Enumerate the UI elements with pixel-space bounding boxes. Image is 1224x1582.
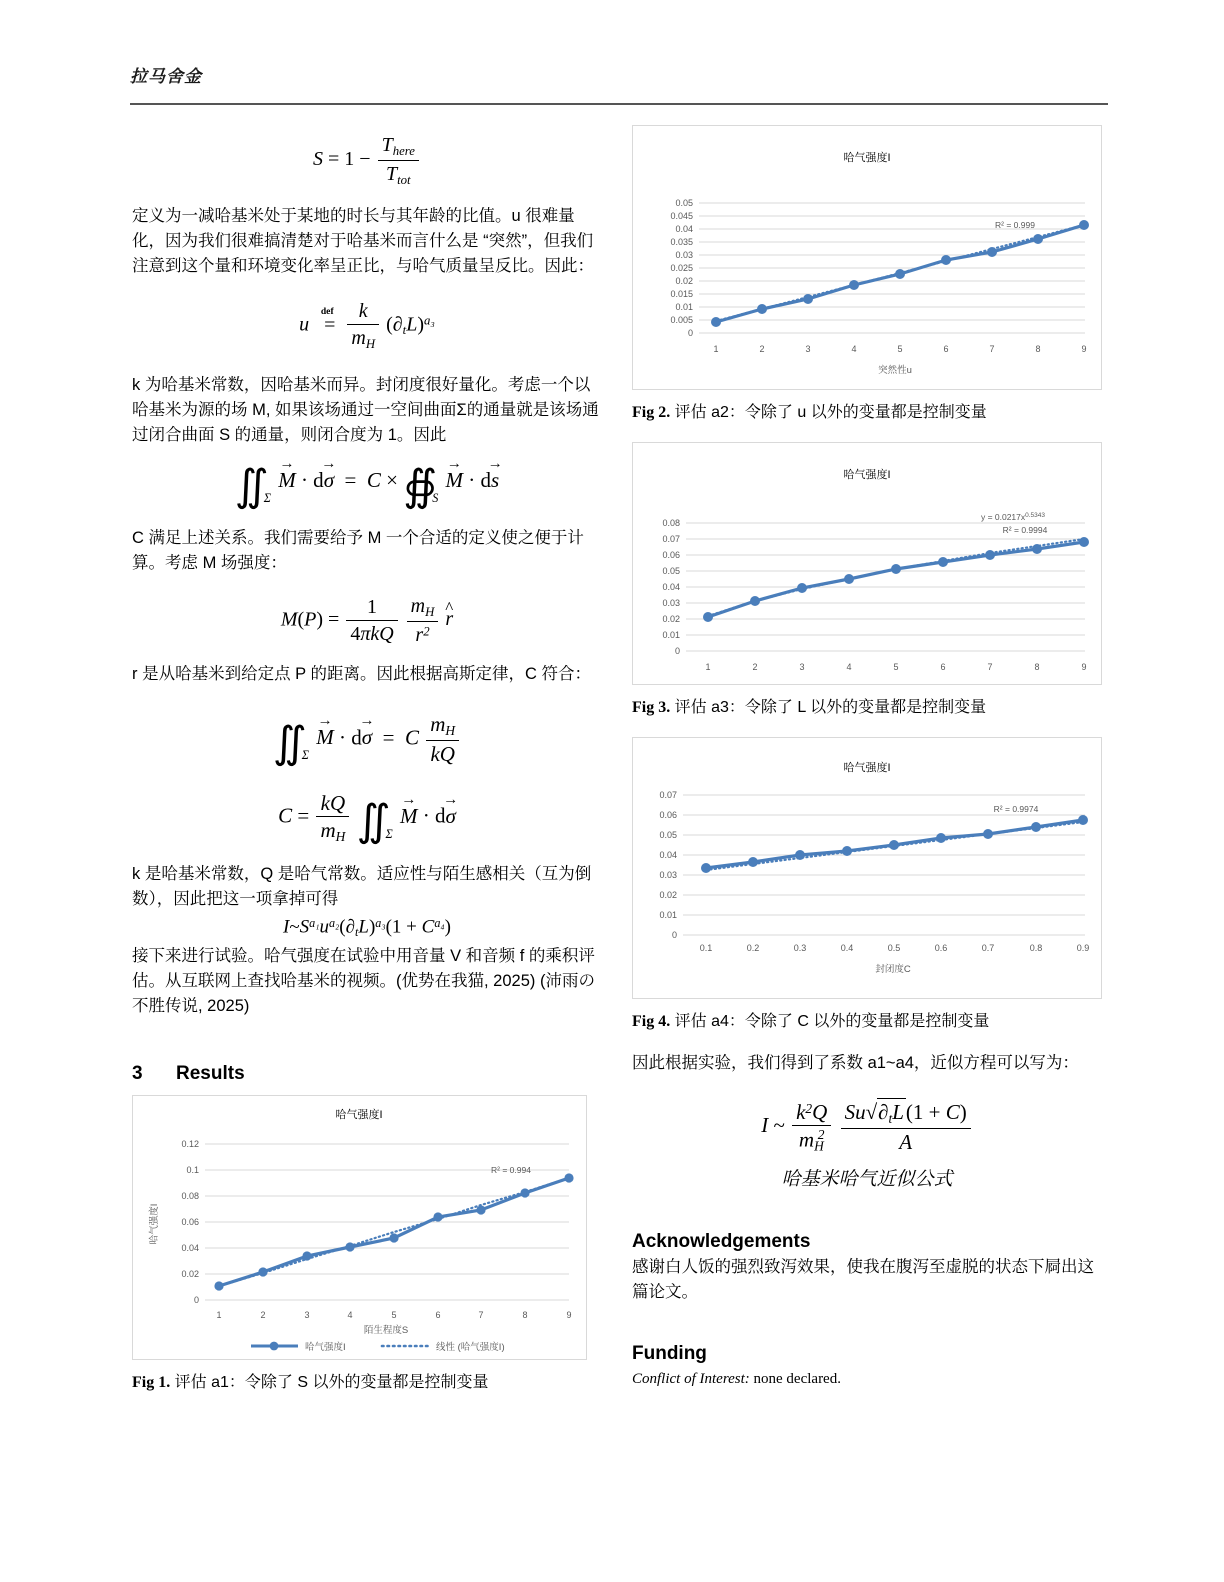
paragraph-1: 定义为一减哈基米处于某地的时长与其年龄的比值。u 很难量化，因为我们很难搞清楚对于哈基米而言什么是 “突然”，但我们注意到这个量和环境变化率呈正比，与哈气质量呈反比。因此：: [132, 207, 594, 276]
equation-S: S = 1 − $\frac{T_{here}}{T_{tot}}$: [132, 133, 602, 188]
fig1-xtick-2: 3: [304, 1309, 310, 1320]
fig4-gridlines: [683, 795, 1085, 935]
fig4-xtick-3: 0.4: [840, 943, 854, 953]
fig1-ytick-3: 0.06: [181, 1216, 199, 1227]
figure-1-caption: [132, 1372, 602, 1394]
fig4-xtick-1: 0.2: [746, 943, 760, 953]
paragraph-3: C 满足上述关系。我们需要给予 M 一个合适的定义使之便于计算。考虑 M 场强度：: [132, 528, 584, 572]
fig3-xtick-7: 8: [1034, 662, 1040, 672]
fig1-caption-text: 评估 a1：令除了 S 以外的变量都是控制变量: [174, 1373, 489, 1391]
fig3-equation-exponent: 0.5343: [1025, 512, 1046, 519]
fig2-xtick-0: 1: [713, 344, 719, 354]
fig3-xtick-0: 1: [705, 662, 711, 672]
fig1-xtick-8: 9: [566, 1309, 572, 1320]
fig1-title: 哈气强度I: [335, 1108, 383, 1121]
right-column: [632, 125, 1102, 1388]
fig1-xtick-0: 1: [216, 1309, 222, 1320]
conflict-of-interest-label: Conflict of Interest:: [632, 1371, 750, 1388]
running-head-text: 拉马舍金: [130, 67, 202, 86]
funding-heading: Funding: [632, 1343, 707, 1365]
fig3-xtick-8: 9: [1081, 662, 1087, 672]
fig4-ytick-3: 0.03: [659, 870, 677, 880]
fig1-ytick-4: 0.08: [181, 1190, 199, 1201]
section-title: Results: [176, 1062, 245, 1084]
fig1-xlabel: 陌生程度S: [363, 1324, 409, 1336]
fig1-legend: [251, 1341, 505, 1353]
fig2-xtick-4: 5: [897, 344, 903, 354]
conflict-of-interest-value: none declared.: [753, 1371, 841, 1388]
figure-3-caption: [632, 697, 1102, 719]
fig4-ytick-7: 0.07: [659, 790, 677, 800]
fig3-ytick-2: 0.02: [662, 614, 680, 624]
fig1-xtick-labels: [216, 1310, 571, 1320]
fig4-xtick-labels: [700, 943, 1090, 953]
fig3-xtick-labels: [705, 662, 1086, 672]
figure-2-caption: [632, 402, 1102, 424]
fig3-xtick-2: 3: [799, 662, 805, 672]
fig4-xtick-2: 0.3: [793, 943, 807, 953]
paragraph-4: r 是从哈基米到给定点 P 的距离。因此根据高斯定律，C 符合：: [132, 664, 591, 683]
fig2-title: 哈气强度I: [843, 152, 891, 164]
figure-4-chart: [632, 737, 1102, 999]
fig4-ytick-4: 0.04: [659, 850, 677, 860]
fig2-ytick-7: 0.035: [670, 237, 693, 247]
fig2-caption-label: Fig 2.: [632, 404, 671, 421]
fig3-series-line: [708, 542, 1084, 617]
figure-2-svg: [633, 126, 1101, 389]
fig1-caption-label: Fig 1.: [132, 1373, 171, 1391]
acknowledgements-body: 感谢白人饭的强烈致泻效果，使我在腹泻至虚脱的状态下屙出这篇论文。: [632, 1258, 1094, 1302]
fig1-xtick-7: 8: [522, 1309, 528, 1320]
fig2-xtick-5: 6: [943, 344, 949, 354]
fig2-ytick-6: 0.03: [675, 250, 693, 260]
fig2-ytick-0: 0: [687, 328, 693, 338]
fig3-xtick-1: 2: [752, 662, 758, 672]
fig1-legend-label-1: 线性 (哈气强度I): [436, 1341, 505, 1353]
paragraph-2: k 为哈基米常数，因哈基米而异。封闭度很好量化。考虑一个以哈基米为源的场 M, 如果该场通过一空间曲面Σ的通量就是该场通过闭合曲面 S 的通量，则闭合度为 1。因此: [132, 375, 599, 444]
fig4-caption-label: Fig 4.: [632, 1013, 671, 1030]
fig2-series-markers: [711, 220, 1089, 327]
fig4-xlabel: 封闭度C: [875, 964, 911, 975]
fig1-ytick-2: 0.04: [181, 1242, 199, 1253]
fig1-ytick-1: 0.02: [181, 1268, 199, 1279]
fig4-xtick-4: 0.5: [887, 943, 901, 953]
fig3-caption-label: Fig 3.: [632, 699, 671, 716]
fig3-ytick-8: 0.08: [662, 518, 680, 528]
fig2-xtick-7: 8: [1035, 344, 1041, 354]
fig3-caption-text: 评估 a3：令除了 L 以外的变量都是控制变量: [674, 699, 987, 716]
equation-M: M(P) = $\frac{1}{\text{4πkQ}}$ $\frac{m_H}{r^2}$ r ^: [132, 594, 602, 648]
fig3-ytick-labels: [662, 518, 680, 656]
fig4-ytick-6: 0.06: [659, 810, 677, 820]
running-head: [130, 62, 1110, 87]
equation-final: I ~ $\frac{k^2Q}{m_H^2}$ $\frac{Su√\partial_tL(1 + C)}{A}$: [632, 1098, 1102, 1156]
equation-final-caption: 哈基米哈气近似公式: [781, 1169, 953, 1191]
fig4-r2-annotation: R² = 0.9974: [993, 804, 1039, 814]
fig1-ytick-5: 0.1: [186, 1164, 199, 1175]
fig2-ytick-1: 0.005: [670, 315, 693, 325]
figure-3-chart: [632, 442, 1102, 685]
fig1-ytick-labels: [181, 1139, 199, 1305]
fig4-xtick-6: 0.7: [981, 943, 995, 953]
fig4-xtick-5: 0.6: [934, 943, 948, 953]
fig4-ytick-1: 0.01: [659, 910, 677, 920]
fig2-xtick-1: 2: [759, 344, 765, 354]
fig3-title: 哈气强度I: [843, 469, 891, 481]
fig4-xtick-8: 0.9: [1076, 943, 1090, 953]
fig2-xtick-labels: [713, 344, 1086, 354]
fig1-xtick-6: 7: [478, 1309, 484, 1320]
fig3-equation-annotation: [981, 512, 1045, 522]
fig2-ytick-10: 0.05: [675, 198, 693, 208]
fig3-equation-text: y = 0.0217x: [980, 512, 1026, 522]
equation-gauss: ∬Σ M → · dσ → = C $\frac{m_H}{kQ}$: [132, 711, 602, 768]
fig4-ytick-labels: [659, 790, 677, 940]
fig1-r2-annotation: R² = 0.994: [491, 1164, 531, 1175]
fig2-ytick-3: 0.015: [670, 289, 693, 299]
fig2-ytick-5: 0.025: [670, 263, 693, 273]
fig3-gridlines: [686, 523, 1085, 651]
fig1-xtick-3: 4: [347, 1309, 353, 1320]
fig2-ytick-9: 0.045: [670, 211, 693, 221]
fig2-r2-annotation: R² = 0.999: [995, 220, 1035, 230]
funding-body: [632, 1371, 1102, 1388]
fig1-xtick-5: 6: [435, 1309, 441, 1320]
left-column: [132, 125, 602, 1412]
fig3-ytick-5: 0.05: [662, 566, 680, 576]
fig3-xtick-3: 4: [846, 662, 852, 672]
fig3-xtick-4: 5: [893, 662, 899, 672]
figure-3-svg: [633, 443, 1101, 684]
fig3-xtick-6: 7: [987, 662, 993, 672]
fig1-ylabel: 哈气强度I: [149, 1203, 160, 1245]
fig1-xtick-1: 2: [260, 1309, 266, 1320]
fig4-ytick-5: 0.05: [659, 830, 677, 840]
fig4-xtick-0: 0.1: [699, 943, 713, 953]
figure-1-svg: [133, 1096, 586, 1359]
acknowledgements-heading: Acknowledgements: [632, 1231, 811, 1253]
figure-2-chart: [632, 125, 1102, 390]
fig3-xtick-5: 6: [940, 662, 946, 672]
fig2-ytick-2: 0.01: [675, 302, 693, 312]
fig4-xtick-7: 0.8: [1029, 943, 1043, 953]
fig3-ytick-3: 0.03: [662, 598, 680, 608]
paragraph-final: 因此根据实验，我们得到了系数 a1~a4，近似方程可以写为：: [632, 1054, 1079, 1072]
fig2-xtick-2: 3: [805, 344, 811, 354]
fig1-series-markers: [214, 1173, 573, 1290]
fig4-title: 哈气强度I: [843, 762, 891, 774]
figure-1-chart: [132, 1095, 587, 1360]
fig4-ytick-2: 0.02: [659, 890, 677, 900]
fig4-caption-text: 评估 a4：令除了 C 以外的变量都是控制变量: [674, 1013, 990, 1030]
paragraph-5: k 是哈基米常数，Q 是哈气常数。适应性与陌生感相关（互为倒数），因此把这一项拿掉可得: [132, 864, 592, 908]
fig2-xtick-8: 9: [1081, 344, 1087, 354]
fig3-r2-annotation: R² = 0.9994: [1002, 525, 1048, 535]
fig3-ytick-0: 0: [674, 646, 680, 656]
figure-4-caption: [632, 1011, 1102, 1033]
equation-u: u = def $\frac{k}{m_H}$ $(\partial_tL)^{a_3}$: [299, 300, 435, 352]
fig3-ytick-4: 0.04: [662, 582, 680, 592]
section-heading-results: [132, 1063, 602, 1085]
fig1-ytick-0: 0: [193, 1294, 199, 1305]
fig1-xtick-4: 5: [391, 1309, 397, 1320]
paragraph-6: 接下来进行试验。哈气强度在试验中用音量 V 和音频 f 的乘积评估。从互联网上查找哈基米的视频。(优势在我猫, 2025) (沛雨の不胜传说, 2025): [132, 946, 595, 1015]
fig4-ytick-0: 0: [671, 930, 677, 940]
fig2-xlabel: 突然性u: [878, 365, 912, 376]
equation-C: C = $\frac{kQ}{m_H}$ ∬Σ M → · dσ →: [132, 790, 602, 846]
fig2-xtick-6: 7: [989, 344, 995, 354]
section-number: 3: [132, 1062, 143, 1084]
fig1-legend-label-0: 哈气强度I: [305, 1341, 346, 1353]
equation-flux: ∬Σ M → · dσ → = C × ∯S M → · ds →: [132, 468, 602, 506]
fig1-ytick-6: 0.12: [181, 1138, 199, 1149]
fig2-caption-text: 评估 a2：令除了 u 以外的变量都是控制变量: [674, 404, 987, 421]
fig3-ytick-7: 0.07: [662, 534, 680, 544]
fig2-ytick-8: 0.04: [675, 224, 693, 234]
fig2-xtick-3: 4: [851, 344, 857, 354]
header-rule: [130, 103, 1108, 105]
figure-4-svg: [633, 738, 1101, 998]
fig2-ytick-labels: [670, 198, 693, 338]
fig2-ytick-4: 0.02: [675, 276, 693, 286]
fig3-ytick-6: 0.06: [662, 550, 680, 560]
fig3-ytick-1: 0.01: [662, 630, 680, 640]
equation-I-scaling: $I\sim S^{a_1}u^{a_2}(\partial_tL)^{a_3}(1 + C^{a_4})$: [283, 915, 451, 939]
